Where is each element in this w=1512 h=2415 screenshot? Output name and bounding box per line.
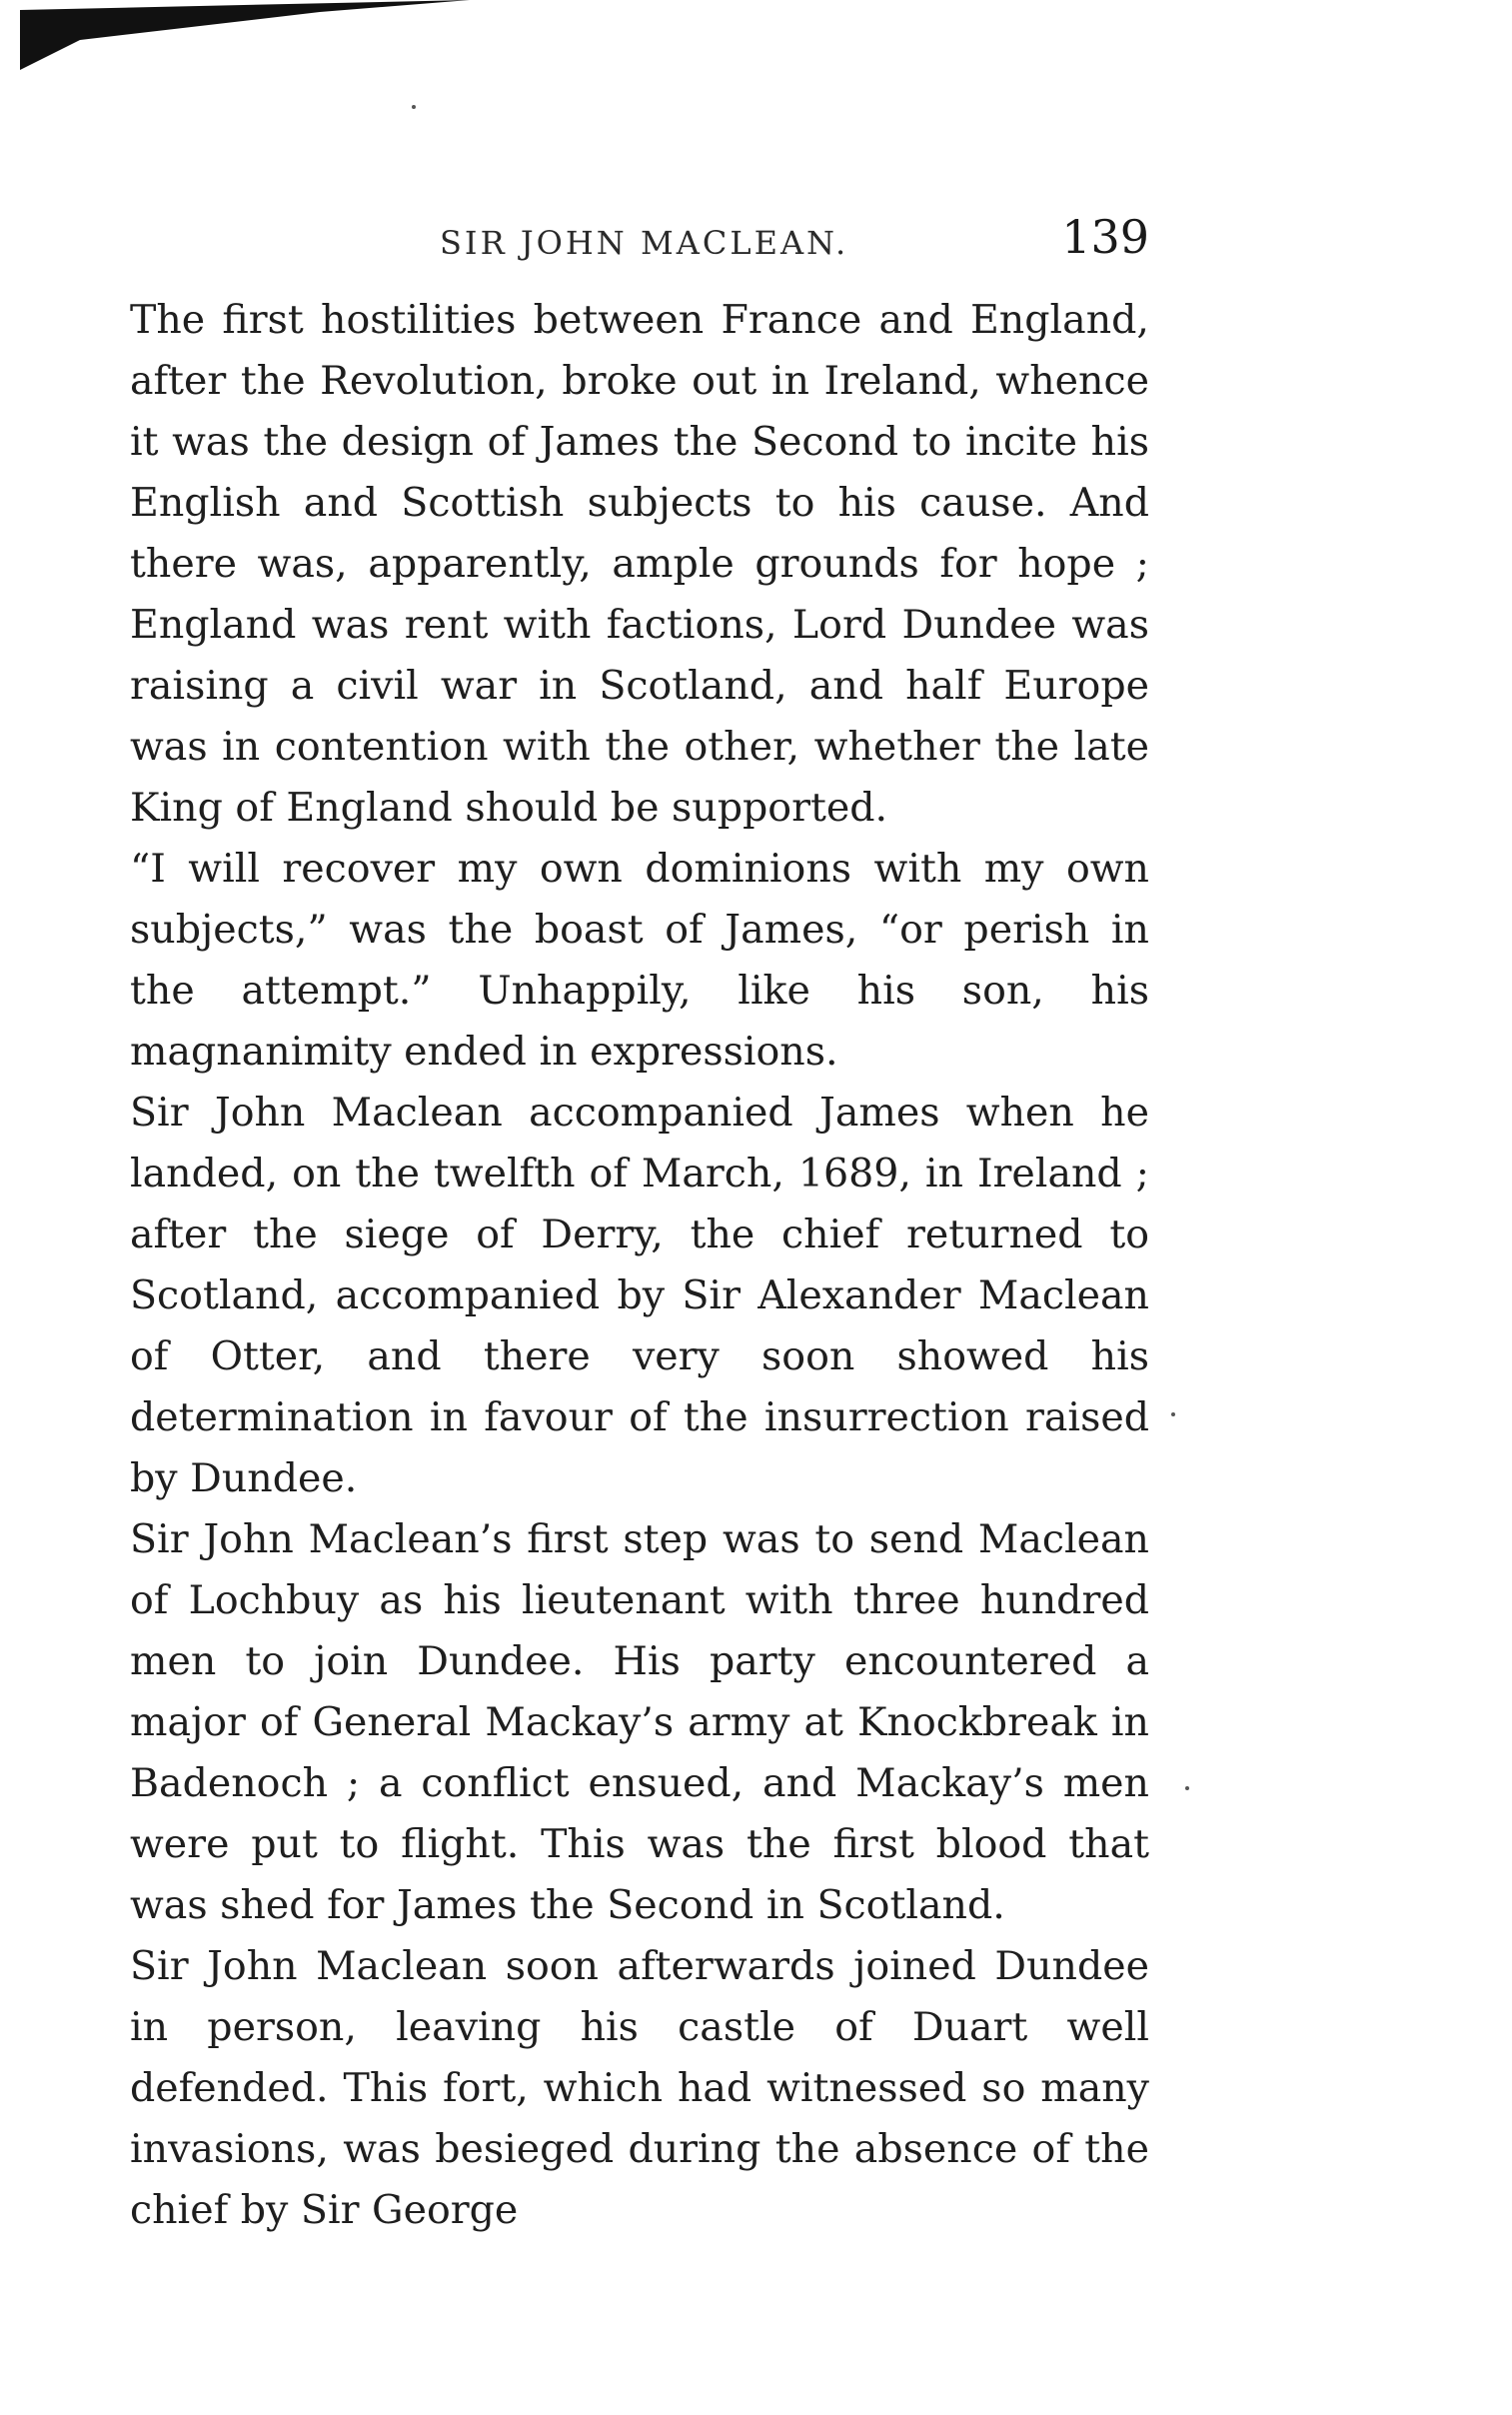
scan-corner-mark [20, 0, 470, 80]
scan-speck [412, 105, 416, 109]
paragraph: Sir John Maclean soon afterwards joined Dundee in person, leaving his castle of Duart well defended. This fort, which had witnessed so many invasions, was besieged during the absence of the chief by Sir George [130, 1943, 1149, 2233]
body-text [130, 290, 1149, 2241]
paragraph: Sir John Maclean’s first step was to send Maclean of Lochbuy as his lieutenant with three hundred men to join Dundee. His party encountered a major of General Mackay’s army at Knockbreak in Badenoch ; a conflict ensued, and Mackay’s men were put to flight. This was the first blood that was shed for James the Second in Scotland. [130, 1516, 1149, 1928]
paragraph: The first hostilities between France and England, after the Revolution, broke out in Ireland, whence it was the design of James the Second to incite his English and Scottish subjects to his cause. And there was, apparently, ample grounds for hope ; England was rent with factions, Lord Dundee was raising a civil war in Scotland, and half Europe was in contention with the other, whether the late King of England should be supported. [130, 297, 1149, 831]
running-head: SIR JOHN MACLEAN. [440, 224, 849, 262]
scan-speck [1171, 1412, 1175, 1416]
paragraph: Sir John Maclean accompanied James when he landed, on the twelfth of March, 1689, in Ireland ; after the siege of Derry, the chief returned to Scotland, accompanied by Sir Alexander Maclean of Otter, and there very soon showed his determination in favour of the insurrection raised by Dundee. [130, 1090, 1149, 1501]
page-header [130, 210, 1149, 270]
page-number: 139 [1061, 210, 1149, 264]
paragraph: “I will recover my own dominions with my own subjects,” was the boast of James, “or perish in the attempt.” Unhappily, like his son, his magnanimity ended in expressions. [130, 846, 1149, 1075]
scan-speck [1185, 1786, 1189, 1790]
